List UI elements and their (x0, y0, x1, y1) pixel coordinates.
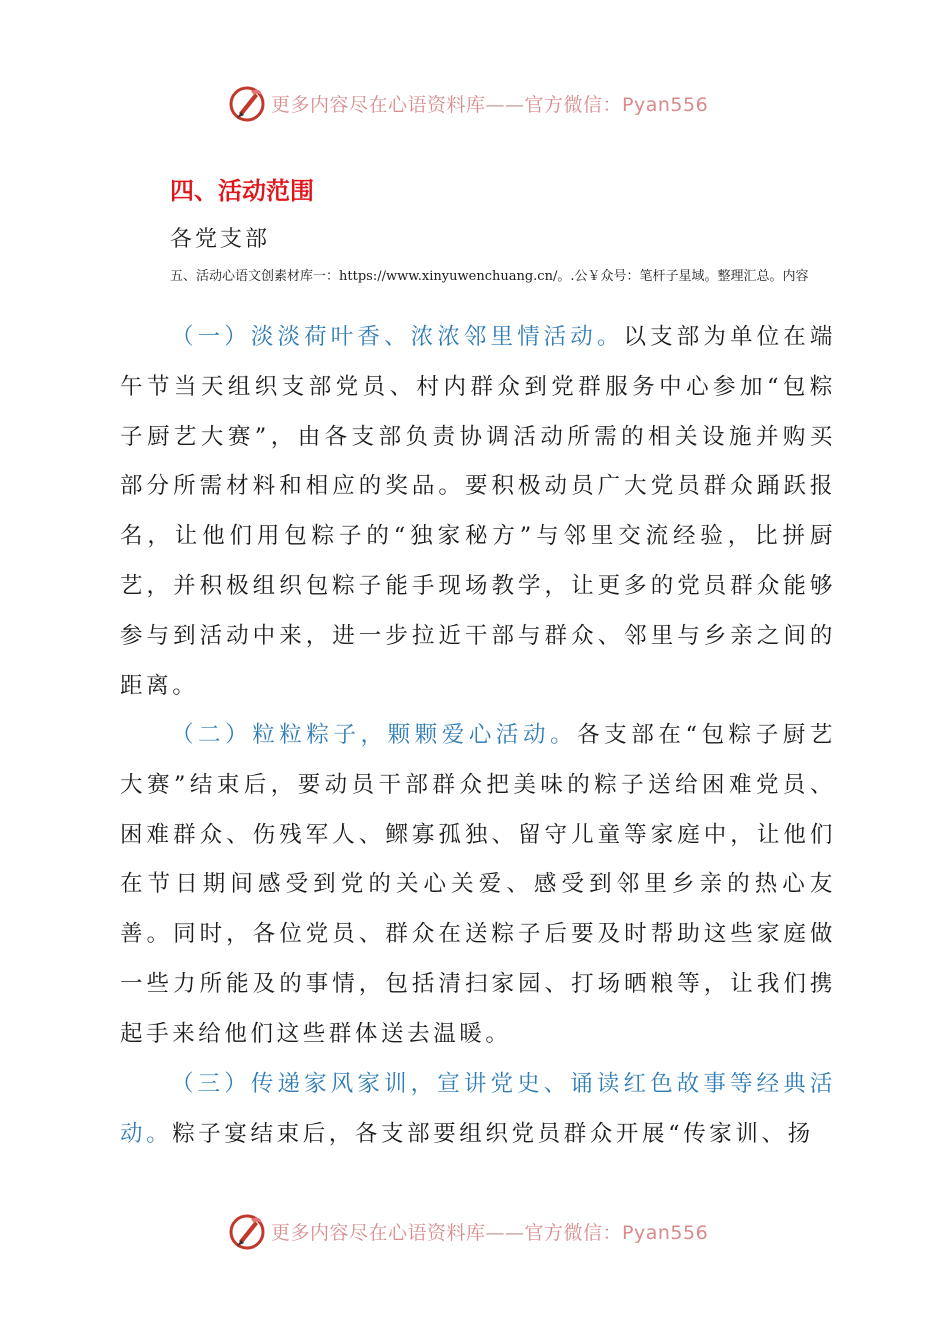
paragraph-3-title: （三）传递家风家训，宣讲党史、诵读红色故事等经典活动。 (120, 1071, 836, 1147)
paragraph-2-body: 各支部在“包粽子厨艺大赛”结束后，要动员干部群众把美味的粽子送给困难党员、困难群众、伤残军人、鳏寡孤独、留守儿童等家庭中，让他们在节日期间感受到党的关心关爱、感受到邻里乡亲的热心友善。同时，各位党员、群众在送粽子后要及时帮助这些家庭做一些力所能及的事情，包括清扫家园、打场晒粮等，让我们携起手来给他们这些群体送去温暖。 (120, 722, 836, 1047)
section-heading: 四、活动范围 (170, 177, 314, 205)
banner-main-text: 更多内容尽在心语资料库 (271, 93, 486, 116)
paragraph-1-body: 以支部为单位在端午节当天组织支部党员、村内群众到党群服务中心参加“包粽子厨艺大赛”，由各支部负责协调活动所需的相关设施并购买部分所需材料和相应的奖品。要积极动员广大党员群众踊跃报名，让他们用包粽子的“独家秘方”与邻里交流经验，比拼厨艺，并积极组织包粽子能手现场教学，让更多的党员群众能够参与到活动中来，进一步拉近干部与群众、邻里与乡亲之间的距离。 (120, 324, 836, 699)
footer-banner (0, 1209, 950, 1253)
quill-pen-logo-icon (227, 83, 267, 123)
paragraph-2 (120, 711, 836, 1060)
banner-wechat-label: 官方微信： (524, 93, 623, 116)
banner-main-text: 更多内容尽在心语资料库 (271, 1221, 486, 1244)
quill-pen-logo-icon (227, 1211, 267, 1251)
scope-text: 各党支部 (170, 227, 271, 252)
paragraph-1 (120, 313, 836, 711)
paragraph-3-body: 粽子宴结束后，各支部要组织党员群众开展“传家训、扬 (172, 1120, 814, 1147)
banner-separator: —— (485, 93, 525, 116)
watermark-note: 五、活动心语文创素材库一：https://www.xinyuwenchuang.cn/。.公￥众号：笔杆子星域。整理汇总。内容 (170, 269, 809, 284)
paragraph-2-title: （二）粒粒粽子，颗颗爱心活动。 (171, 722, 578, 748)
banner-wechat-label: 官方微信： (524, 1221, 623, 1244)
banner-wechat-id: Pyan556 (622, 1221, 709, 1244)
banner-separator: —— (485, 1221, 525, 1244)
paragraph-3 (120, 1060, 836, 1160)
paragraph-1-title: （一）淡淡荷叶香、浓浓邻里情活动。 (171, 324, 624, 350)
banner-wechat-id: Pyan556 (622, 93, 709, 116)
header-banner (0, 81, 950, 125)
